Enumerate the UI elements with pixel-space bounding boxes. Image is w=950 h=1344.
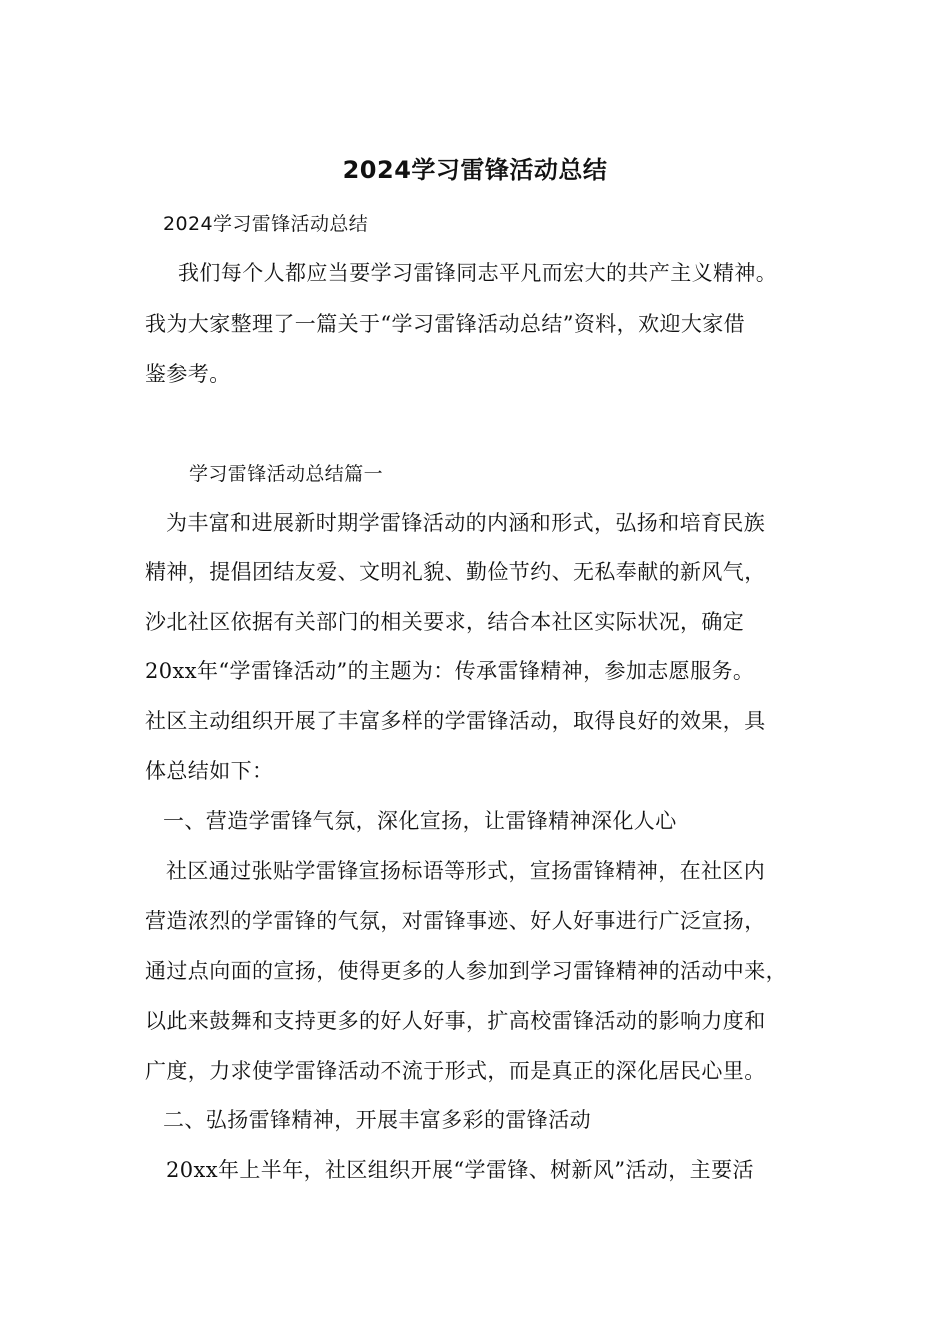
paragraph-line: 社区主动组织开展了丰富多样的学雷锋活动，取得良好的效果，具 — [145, 709, 766, 733]
paragraph-line: 以此来鼓舞和支持更多的好人好事，扩高校雷锋活动的影响力度和 — [145, 1009, 766, 1033]
section-heading: 二、弘扬雷锋精神，开展丰富多彩的雷锋活动 — [163, 1108, 591, 1132]
paragraph-line: 我们每个人都应当要学习雷锋同志平凡而宏大的共产主义精神。 — [178, 261, 778, 285]
paragraph-line: 沙北社区依据有关部门的相关要求，结合本社区实际状况，确定 — [145, 610, 745, 634]
section-heading: 一、营造学雷锋气氛，深化宣扬，让雷锋精神深化人心 — [163, 809, 677, 833]
paragraph-line: 为丰富和进展新时期学雷锋活动的内涵和形式，弘扬和培育民族 — [166, 511, 766, 535]
paragraph-line: 社区通过张贴学雷锋宣扬标语等形式，宣扬雷锋精神，在社区内 — [166, 859, 766, 883]
paragraph-line: 我为大家整理了一篇关于“学习雷锋活动总结”资料，欢迎大家借 — [145, 312, 746, 336]
paragraph-line: 广度，力求使学雷锋活动不流于形式，而是真正的深化居民心里。 — [145, 1059, 766, 1083]
document-subtitle: 2024学习雷锋活动总结 — [163, 213, 369, 235]
paragraph-line: 精神，提倡团结友爱、文明礼貌、勤俭节约、无私奉献的新风气， — [145, 560, 766, 584]
paragraph-line: 通过点向面的宣扬，使得更多的人参加到学习雷锋精神的活动中来， — [145, 959, 787, 983]
document-title: 2024学习雷锋活动总结 — [342, 156, 608, 184]
section-heading: 学习雷锋活动总结篇一 — [189, 463, 384, 485]
paragraph-line: 20xx年上半年，社区组织开展“学雷锋、树新风”活动，主要活 — [166, 1158, 754, 1182]
paragraph-line: 20xx年“学雷锋活动”的主题为：传承雷锋精神，参加志愿服务。 — [145, 659, 755, 683]
paragraph-line: 营造浓烈的学雷锋的气氛，对雷锋事迹、好人好事进行广泛宣扬， — [145, 909, 766, 933]
paragraph-line: 鉴参考。 — [145, 362, 231, 386]
paragraph-line: 体总结如下： — [145, 759, 274, 783]
